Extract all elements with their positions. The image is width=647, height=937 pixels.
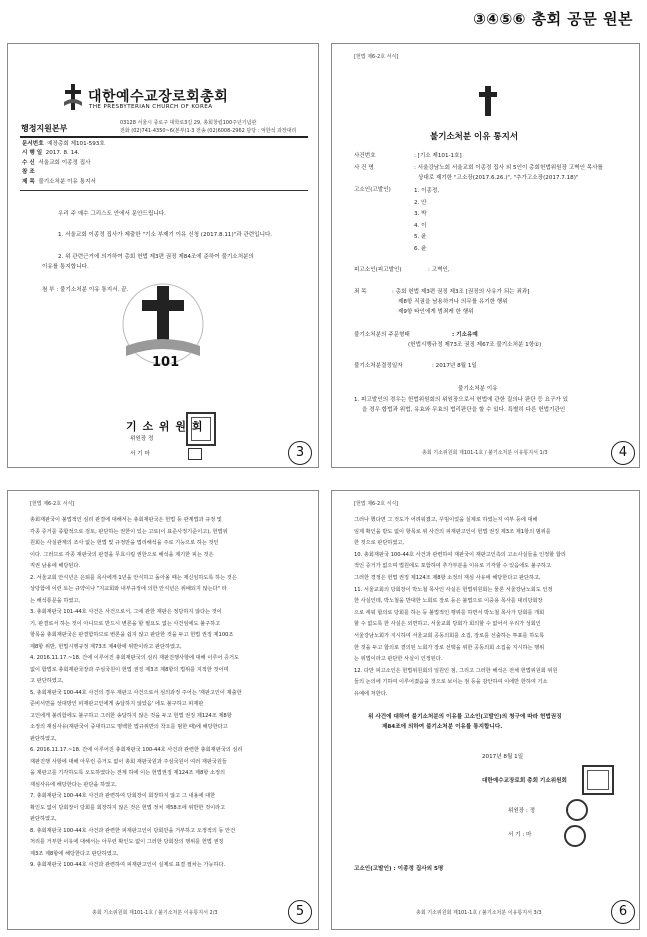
secretary-seal-stamp: [188, 448, 202, 460]
decision-date: : 2017년 8월 1일: [432, 363, 477, 369]
reason-paragraphs: 그러나 했다면 그 것도가 어려워졌고, 꾸밈이었을 실제로 하였는지 여부 등에 대해 임제 확인을 받도 없이 항목로 위 사건의 피재판고인이 헌법 권징 제3조 제1항의 범위를 한 것으로 판단하였고, 10. 총회재판국 100-44호 사건과 관련하여 재판국이 재판고인측의 고소사실들을 인정할 합리 적인 증거가 없으며 법원에도 포함하여 추가부분을 이유로 기각할 수 있음에도 불구하고 그러한 경정은 헌법 권징 제124조 제8항 소정의 재심 사유에 해당한다고 판단하고, 11. 서울교회의 당회장이 박노철 목사인 사실은 헌법위원회는 물론 서울강남노회도 인정 한 사실인데, 박노철을 반대한 노회로 장로 등은 불법으로 이중용 목사를 대리당회장 으로 세워 합의로 당회를 하는 등 불법적인 행위를 하면서 박노철 목사가 당회를 개회 할 수 없도록 한 사실은 외면하고, 서울교회 당회가 회의할 수 없어서 우리가 성회인 서울강남노회가 지시하여 서울교회 공동의회를 소집, 장로를 선출하는 투표를 하도록 한 것을 두고 합의로 결의된 노회가 장로 선택을 위한 공동의회 소집을 지시하는 행위 는 위법이라고 판단한 사실이 인정된다. 12. 다만 피고소인은 헌법위원회의 일원인 점, 그리고 그러한 해석은 전체 헌법위원회 위원 들의 논의에 기하여 이루어졌음을 것으로 보이는 점 등을 감안하여 이에만 한하여 기소 유예에 처한다.: [354, 517, 566, 697]
org-contact: 전화 (02)741-4350~6(본부)1·3 전송 (02)6008-2962 담당 : 억한석 과장대리: [120, 128, 297, 134]
reason-line-1: 1. 피고발인의 경우는 헌법위원회의 위원장으로서 헌법에 관한 질의나 판단 등 요구가 있: [354, 397, 569, 403]
disposition-value: : 기소유예: [452, 332, 478, 338]
church-cross-emblem-icon: [62, 82, 84, 112]
page-number-badge: 4: [611, 441, 635, 465]
field-recipient: 수 신 서울교회 이종정 집사: [22, 159, 91, 166]
document-page-5: [7, 490, 319, 930]
field-subject: 제 목 불기소처분 이유 통지서: [22, 178, 96, 185]
conclusion-line-1: 위 사건에 대하여 불기소처분의 이유를 고소인(고발인)의 청구에 따라 헌법권징: [368, 714, 562, 720]
charge-label: 죄 목: [354, 289, 367, 295]
page-footer: 총회 기소위원회 제101-1호 / 불기소처분 이유통지서 2/3: [92, 910, 218, 916]
decision-date-label: 불기소처분결정일자: [354, 363, 403, 369]
disposition-label: 불기소처분의 주문형태: [354, 332, 410, 338]
charge-line-3: 제9항 타인에게 범죄케 한 행위: [398, 309, 474, 315]
document-page-6: [331, 490, 640, 930]
page-number-badge: 5: [288, 900, 312, 924]
case-name-text-2: 상대로 제기한 "고소장(2017.6.26.)", "추가고소장(2017.7.18)": [418, 175, 579, 181]
page-footer: 총회 기소위원회 제101-1호 / 불기소처분 이유통지서 1/3: [422, 450, 548, 456]
letterhead-divider: [20, 136, 308, 138]
doc-fields: [22, 140, 105, 187]
issue-date: 2017년 8월 1일: [482, 754, 524, 760]
secretary-name: 서 기 마: [130, 451, 150, 457]
official-seal-stamp: [186, 412, 216, 446]
department-label: 행정지원본부: [21, 124, 68, 133]
document-page-4: [331, 43, 640, 468]
complainant-list: 1. 이종정, 2. 안 3. 박 4. 이 5. 윤 6. 윤: [414, 188, 440, 252]
sender-committee: 기 소 위 원 회: [126, 420, 204, 433]
chair-name: 위원장 : 정: [508, 808, 536, 814]
complainant-label: 고소인(고발인): [354, 187, 391, 193]
greeting: 우리 주 예수 그리스도 안에서 문안드립니다.: [58, 211, 166, 217]
notice-title: 불기소처분 이유 통지서: [430, 132, 519, 142]
charge-line-1: : 총회 헌법 제3편 권징 제3조 [권징의 사유가 되는 죄과]: [392, 289, 530, 295]
page-number-badge: 3: [288, 441, 312, 465]
form-label: [헌법 제6-2호 서식]: [354, 54, 399, 60]
charge-line-2: 제8항 직권을 남용하거나 의무를 유기한 행위: [398, 299, 508, 305]
sender-committee: 대한예수교장로회 총회 기소위원회: [482, 778, 567, 784]
case-name-text: : 서울강남노회 서울교회 이종정 집사 외 5인이 총회헌법위원장 고벽인 목사를: [414, 165, 603, 171]
case-number: : [기소 제101-1호]: [414, 153, 462, 159]
chair-seal-stamp: [566, 799, 588, 821]
org-address: 03128 서울시 종로구 대학로3길 29, 총회창립100주년기념관: [120, 120, 257, 126]
accused-name: : 고벽인,: [428, 267, 450, 273]
reason-line-2: 을 경우 합법과 위법, 유효와 무효의 법리판단을 할 수 있다. 특별히 다른 헌법기관인: [362, 407, 566, 413]
page-header: [0, 0, 647, 38]
case-name-label: 사 건 명: [354, 165, 374, 171]
org-name-en: THE PRESBYTERIAN CHURCH OF KOREA: [89, 104, 213, 110]
disposition-ref: (헌법시행규정 제73조 권징 제67조 불기소처분 1항①): [408, 342, 542, 348]
case-number-label: 사건번호: [354, 153, 376, 159]
secretary-seal-stamp: [564, 825, 586, 847]
form-label: [헌법 제6-2호 서식]: [30, 501, 75, 507]
org-name: 대한예수교장로회총회: [88, 89, 229, 105]
body-item-2: 2. 위 관련근거에 의거하여 총회 헌법 제3편 권징 제84조에 준하여 불기소처분의: [58, 254, 254, 260]
secretary-name: 서 기 : 마: [508, 832, 532, 838]
form-label: [헌법 제6-2호 서식]: [354, 501, 399, 507]
field-date: 시 행 일 2017. 8. 14.: [22, 150, 80, 157]
reason-paragraphs: 총회재판국이 불법적인 심리 판결에 대해서는 총회재판국은 헌법 등 관계법과 규정 및 각종 증거를 종합적으로 검토, 판단하는 권한이 있는 고로(이 표준사정기준이고), 헌법위 원회는 사실관계의 조사 없는 헌법 및 규정만을 법리해석을 주로 기능으로 하는 것인 이다. 그러므로 각종 재판국의 판결을 무효시킬 권한으로 해석을 제기한 피는 것은 직권 남용에 해당된다. 2. 서울교회 안식년은 은퇴를 목사에게 1년을 안식하고 돌아올 때는 재신임하도록 하는 것은 상당함에 이런 토는 규약이나 "지교회와 내부규정에 의한 안식년은 위배되지 않는다" 라 는 해석통문을 하였고, 3. 총회재판국 101-44호 사건은 사건으로서, 그에 관한 재판은 정당하지 않다는 것이 기, 판결로서 하는 것이 아니므로 반드시 변론을 할 필요도 없는 사건임에도 불구하고 항목을 총회재판국은 판결함하므로 변론을 쉽지 않고 판단한 것을 두고 헌법 권징 제100조 제8항 위반, 헌법시행규정 제73조 제4항에 위반이라고 판단하였고, 4. 2016.11.17.~18. 간에 이루어진 총회재판국의 심리 재판진행사항에 대해 이루어 증거도 없이 합법로 총회재판국장과 주심국원이 헌법 권징 제3조 제8항의 법위를 지적한 것이며 고 판단하였고, 5. 총회재판국 100-44호 사건의 경우 재판고 사건으로서 심의과정 주어는 '재판고인이 제출한 준비서면을 상대방인 피재판고인에게 송달하지 않았음' 에도 불구하고 피재판 고인에게 불리함에도 불구하고 그러한 송달하지 않은 것을 두고 헌법 권징 제124조 제8항 소정의 재심사유(재판국이 중대하고도 명백한 법규위반의 착오를 범한 때)에 해당한다고 판단하였고, 6. 2016.11.17.~18. 간에 이루어진 총회재판국 100-44호 사건과 관련한 총회재판국의 심리 재판진행 사항에 대해 아무런 증거도 없이 총회 재판국원과 주심국원이 여러 재판국원들 을 재판고를 기각하도록 오도하였다는 전제 하에 이는 헌법권징 제124조 제8항 소정의 재심사유에 해당한다는 판단을 하였고, 7. 총회재판국 100-44호 사건과 관련하여 당회장이 회장하지 않고 그 내용에 대한 확인도 없이 당회장이 당회를 회장하지 않은 것은 헌법 정치 제58조에 위반한 것이라고 판단하였고, 8. 총회재판국 100-44호 사건과 관련한 피재판고인이 당회만을 거부하고 오정적의 동 안건 처리를 거부한 이유에 대해서는 아무런 확인도 없이 그러한 당회장의 행위를 헌법 권징 제3조 제8항에 해당한다고 판단하였고, 9. 총회재판국 100-44호 사건과 관련하여 피재판고인이 실제로 표결 절차는 가능하다.: [30, 517, 243, 868]
document-page-3: [7, 43, 319, 468]
page-footer: 총회 기소위원회 제101-1호 / 불기소처분 이유통지서 3/3: [416, 910, 542, 916]
complainant-line: 고소인(고발인) : 이종정 집사외 5명: [354, 866, 444, 872]
accused-label: 피고소인(피고발인): [354, 267, 402, 273]
emblem-number: 101: [152, 355, 180, 370]
field-reference: 참 조: [22, 169, 35, 176]
chair-name: 위원장 정: [130, 436, 154, 442]
attachment-line: 첨 부 : 불기소처분 이유 통지서. 끝.: [42, 287, 129, 293]
church-emblem-icon: [478, 84, 498, 118]
official-seal-stamp: [582, 765, 614, 795]
body-item-2-cont: 이유를 통지합니다.: [42, 264, 89, 270]
reason-title: 불기소처분 이유: [458, 386, 498, 392]
header-title: ③④⑤⑥ 총회 공문 원본: [473, 10, 633, 28]
fields-divider: [20, 190, 308, 191]
field-doc-number: 문서번호 예장총회 제101-593호: [22, 141, 105, 147]
conclusion-line-2: 제84조에 의하여 불기소처분 이유를 통지합니다.: [382, 724, 503, 730]
body-item-1: 1. 서울교회 이종정 집사가 제출한 "기소 부제기 이유 신청 (2017.8.11)"과 관련입니다.: [58, 232, 273, 238]
page-number-badge: 6: [611, 900, 635, 924]
